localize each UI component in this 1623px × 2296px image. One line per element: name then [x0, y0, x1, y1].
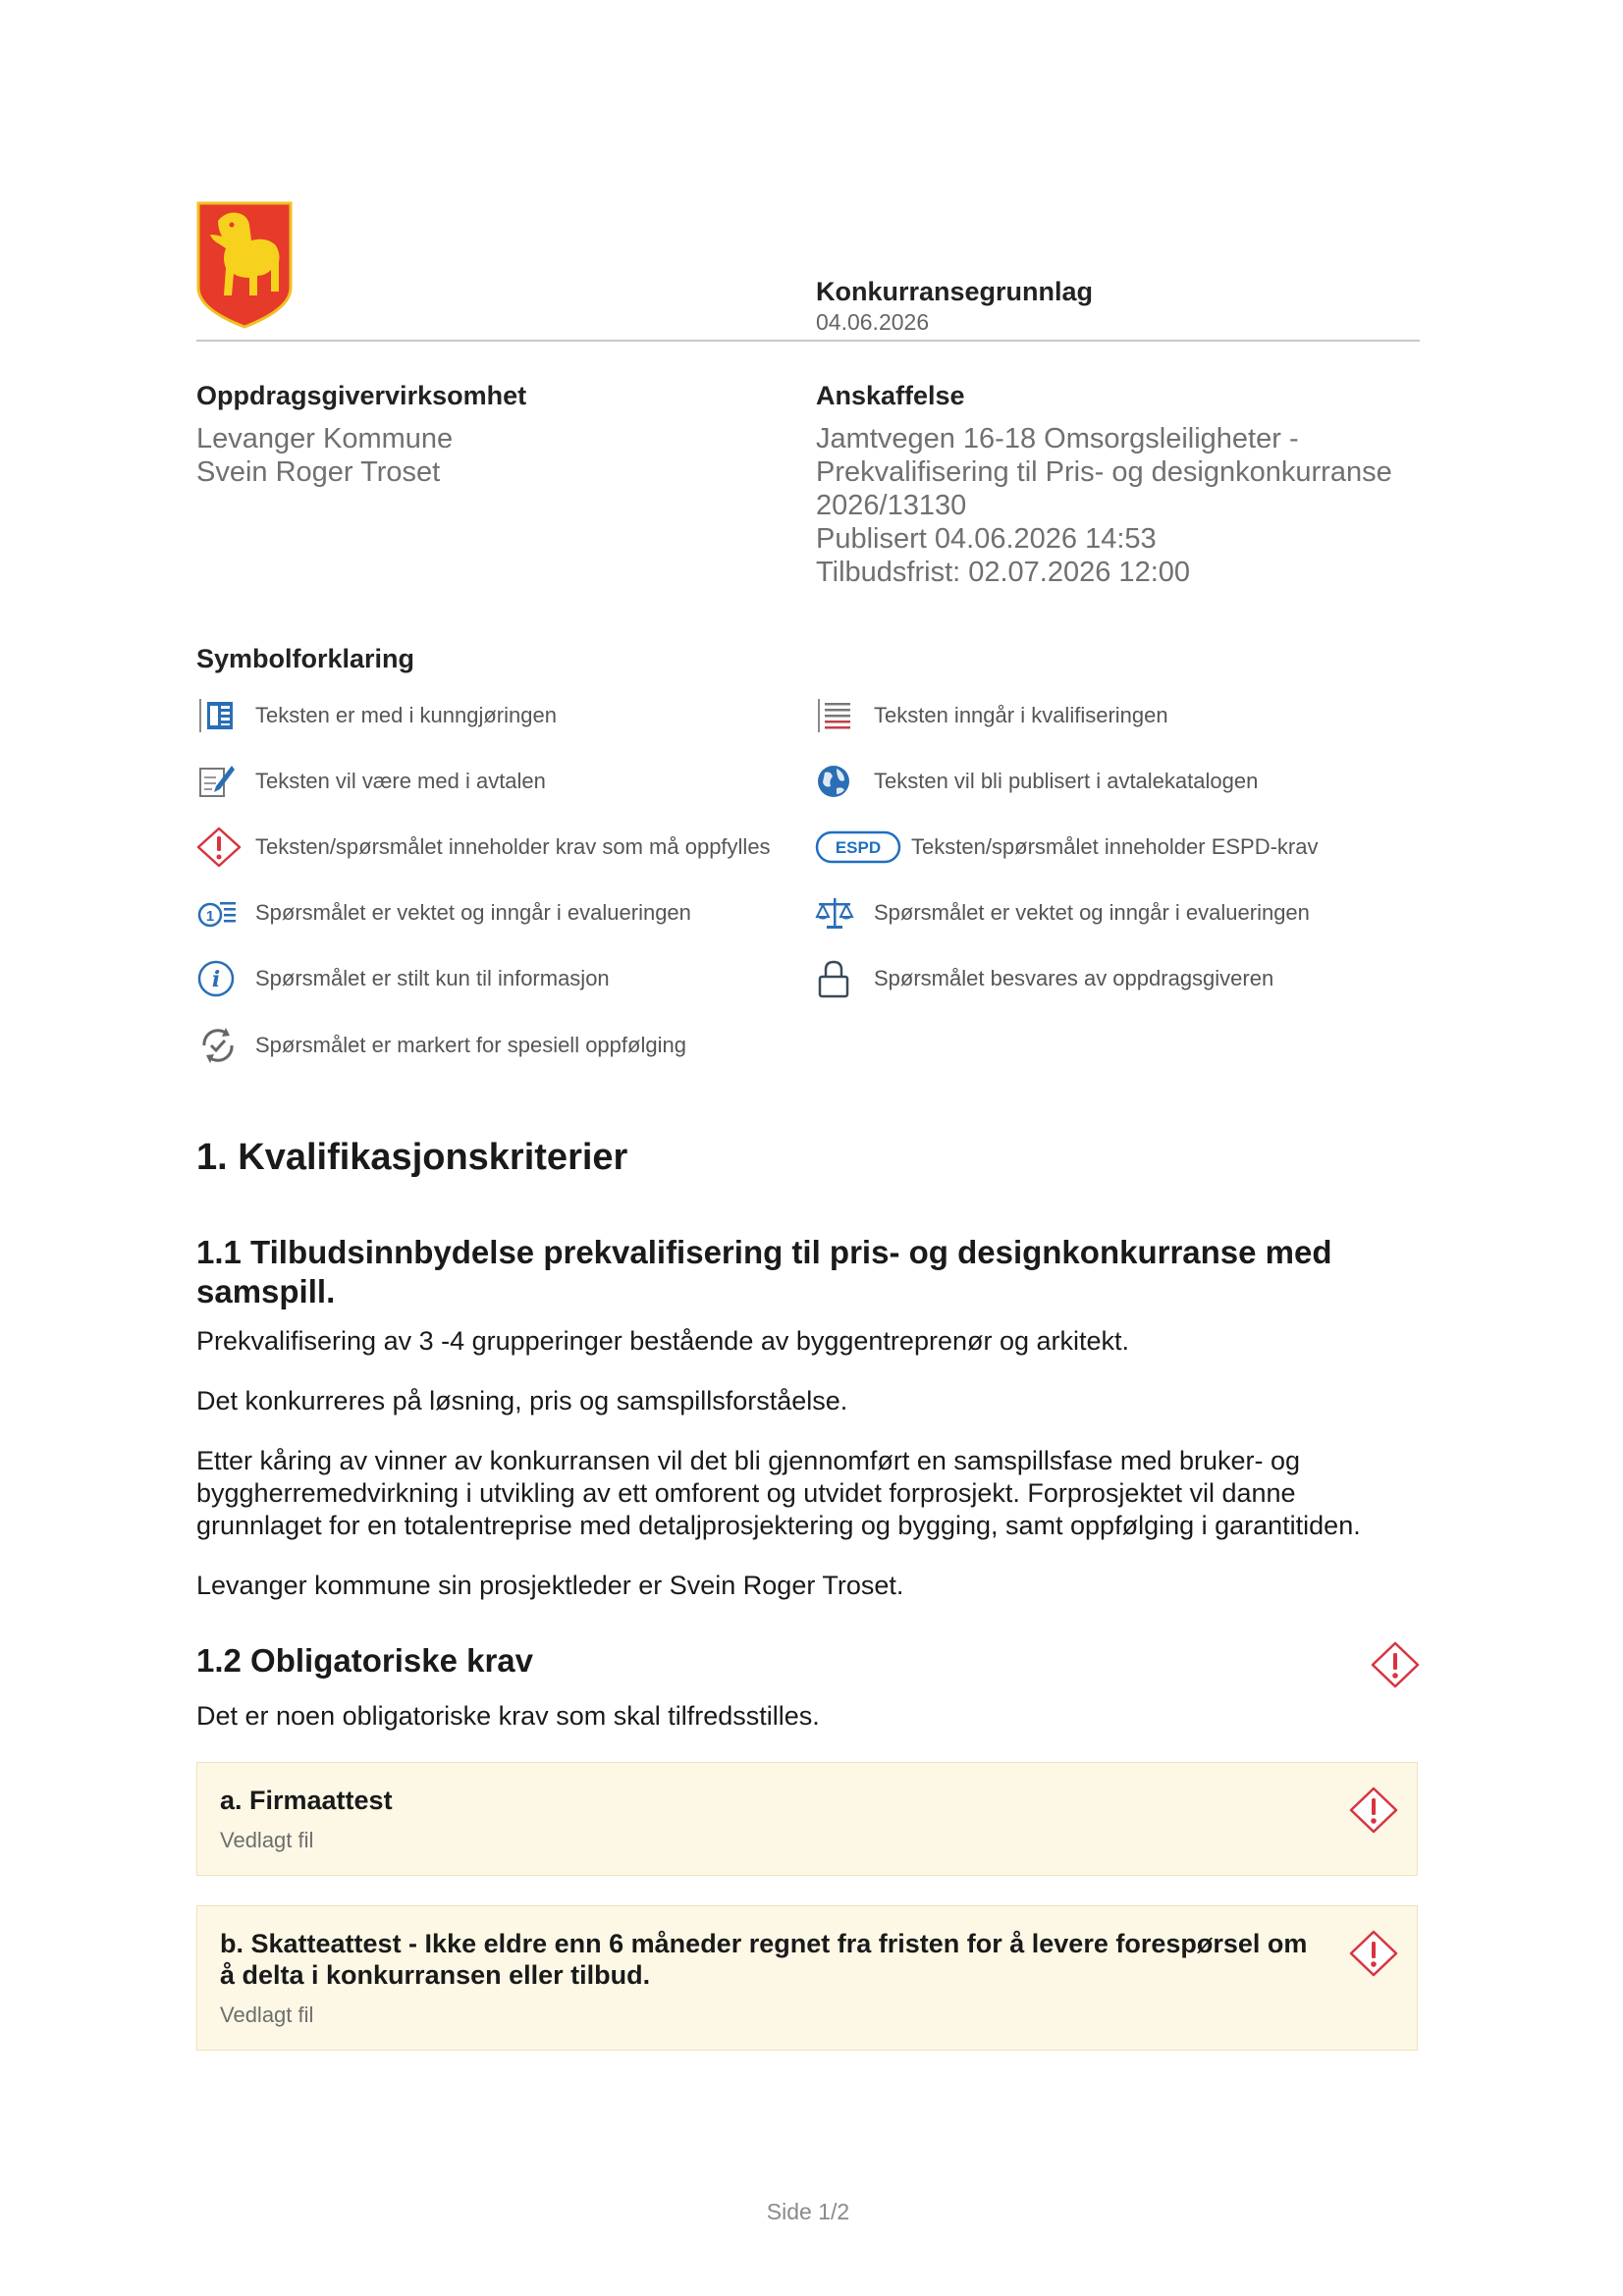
- announcement-icon: [196, 694, 243, 737]
- legend-text: Teksten inngår i kvalifiseringen: [874, 703, 1168, 727]
- client-info: [196, 379, 785, 489]
- client-line: Svein Roger Troset: [196, 456, 441, 488]
- followup-refresh-icon: [196, 1024, 243, 1067]
- scales-icon: [815, 891, 862, 934]
- svg-text:1: 1: [205, 908, 215, 925]
- section-1-1-body: [196, 1325, 1420, 1629]
- document-header: [816, 275, 1093, 336]
- espd-badge-label: ESPD: [835, 838, 882, 857]
- paragraph: Levanger kommune sin prosjektleder er Svein Roger Troset.: [196, 1571, 904, 1600]
- requirement-title: a. Firmaattest: [220, 1786, 393, 1815]
- weighted-list-icon: [196, 891, 243, 934]
- legend-item: [196, 760, 546, 803]
- legend-item: [815, 826, 1319, 869]
- legend-item: [196, 957, 610, 1000]
- document-date: 04.06.2026: [816, 309, 930, 335]
- legend-item: [196, 891, 691, 934]
- legend-text: Spørsmålet er markert for spesiell oppfølging: [255, 1033, 686, 1057]
- section-1-2-intro: Det er noen obligatoriske krav som skal tilfredsstilles.: [196, 1701, 820, 1731]
- legend-title: Symbolforklaring: [196, 644, 415, 673]
- legend-text: Teksten vil bli publisert i avtalekatalogen: [874, 769, 1259, 793]
- contract-edit-icon: [196, 760, 243, 803]
- requirement-attachment-label: Vedlagt fil: [220, 1828, 314, 1852]
- procurement-line: 2026/13130: [816, 490, 967, 521]
- section-1-heading: 1. Kvalifikasjonskriterier: [196, 1137, 628, 1178]
- client-line: Levanger Kommune: [196, 423, 454, 454]
- legend-text: Spørsmålet er vektet og inngår i evalueringen: [255, 900, 691, 925]
- procurement-info: [816, 379, 1420, 589]
- paragraph: Prekvalifisering av 3 -4 grupperinger bestående av byggentreprenør og arkitekt.: [196, 1326, 1130, 1356]
- requirement-card[interactable]: [196, 1762, 1418, 1876]
- procurement-label: Anskaffelse: [816, 381, 965, 410]
- page-number: Side 1/2: [766, 2199, 850, 2224]
- legend-text: Teksten/spørsmålet inneholder ESPD-krav: [911, 834, 1319, 859]
- paragraph: Etter kåring av vinner av konkurransen vil det bli gjennomført en samspillsfase med bruker- og byggherremedvirkning i utvikling av ett omforent og utvidet forprosjekt. Forprosjektet vil danne grunnlaget for en totalentreprise med detaljprosjektering og bygging, samt oppfølging i garantitiden.: [196, 1446, 1361, 1540]
- paragraph: Det konkurreres på løsning, pris og samspillsforståelse.: [196, 1386, 848, 1415]
- mandatory-warning-icon: [1371, 1641, 1420, 1693]
- header-divider: [196, 340, 1420, 342]
- procurement-line: Publisert 04.06.2026 14:53: [816, 523, 1157, 555]
- mandatory-warning-icon: [1349, 1930, 1398, 1982]
- legend-text: Spørsmålet er vektet og inngår i evalueringen: [874, 900, 1310, 925]
- espd-badge-icon: [815, 830, 901, 864]
- legend-item: [196, 694, 557, 737]
- procurement-line: Jamtvegen 16-18 Omsorgsleiligheter -: [816, 423, 1299, 454]
- legend-item: [815, 760, 1258, 803]
- requirement-title: b. Skatteattest - Ikke eldre enn 6 måneder regnet fra fristen for å levere forespørsel om å delta i konkurransen eller tilbud.: [220, 1929, 1308, 1990]
- requirement-card[interactable]: [196, 1905, 1418, 2051]
- legend-text: Teksten vil være med i avtalen: [255, 769, 546, 793]
- info-icon: [196, 957, 243, 1000]
- document-page: [196, 0, 1420, 2296]
- svg-text:i: i: [211, 967, 221, 992]
- legend-item: [815, 694, 1168, 737]
- qualification-list-icon: [815, 694, 862, 737]
- procurement-line: Tilbudsfrist: 02.07.2026 12:00: [816, 557, 1191, 588]
- section-1-2-heading: 1.2 Obligatoriske krav: [196, 1642, 534, 1679]
- levanger-coat-of-arms-horse-icon: [196, 201, 293, 329]
- document-title: Konkurransegrunnlag: [816, 277, 1094, 306]
- legend-item: [196, 1024, 686, 1067]
- legend-text: Spørsmålet besvares av oppdragsgiveren: [874, 966, 1274, 990]
- legend-text: Teksten er med i kunngjøringen: [255, 703, 557, 727]
- globe-catalog-icon: [815, 760, 862, 803]
- legend-item: [196, 826, 771, 869]
- procurement-line: Prekvalifisering til Pris- og designkonkurranse: [816, 456, 1392, 488]
- legend-text: Teksten/spørsmålet inneholder krav som må oppfylles: [255, 834, 771, 859]
- mandatory-warning-icon: [196, 826, 243, 869]
- client-label: Oppdragsgivervirksomhet: [196, 381, 527, 410]
- section-1-1-heading: 1.1 Tilbudsinnbydelse prekvalifisering til pris- og designkonkurranse med samspill.: [196, 1234, 1332, 1309]
- legend-item: [815, 957, 1273, 1000]
- legend-item: [815, 891, 1310, 934]
- lock-icon: [815, 957, 862, 1000]
- mandatory-warning-icon: [1349, 1787, 1398, 1839]
- requirement-attachment-label: Vedlagt fil: [220, 2002, 314, 2027]
- legend-text: Spørsmålet er stilt kun til informasjon: [255, 966, 610, 990]
